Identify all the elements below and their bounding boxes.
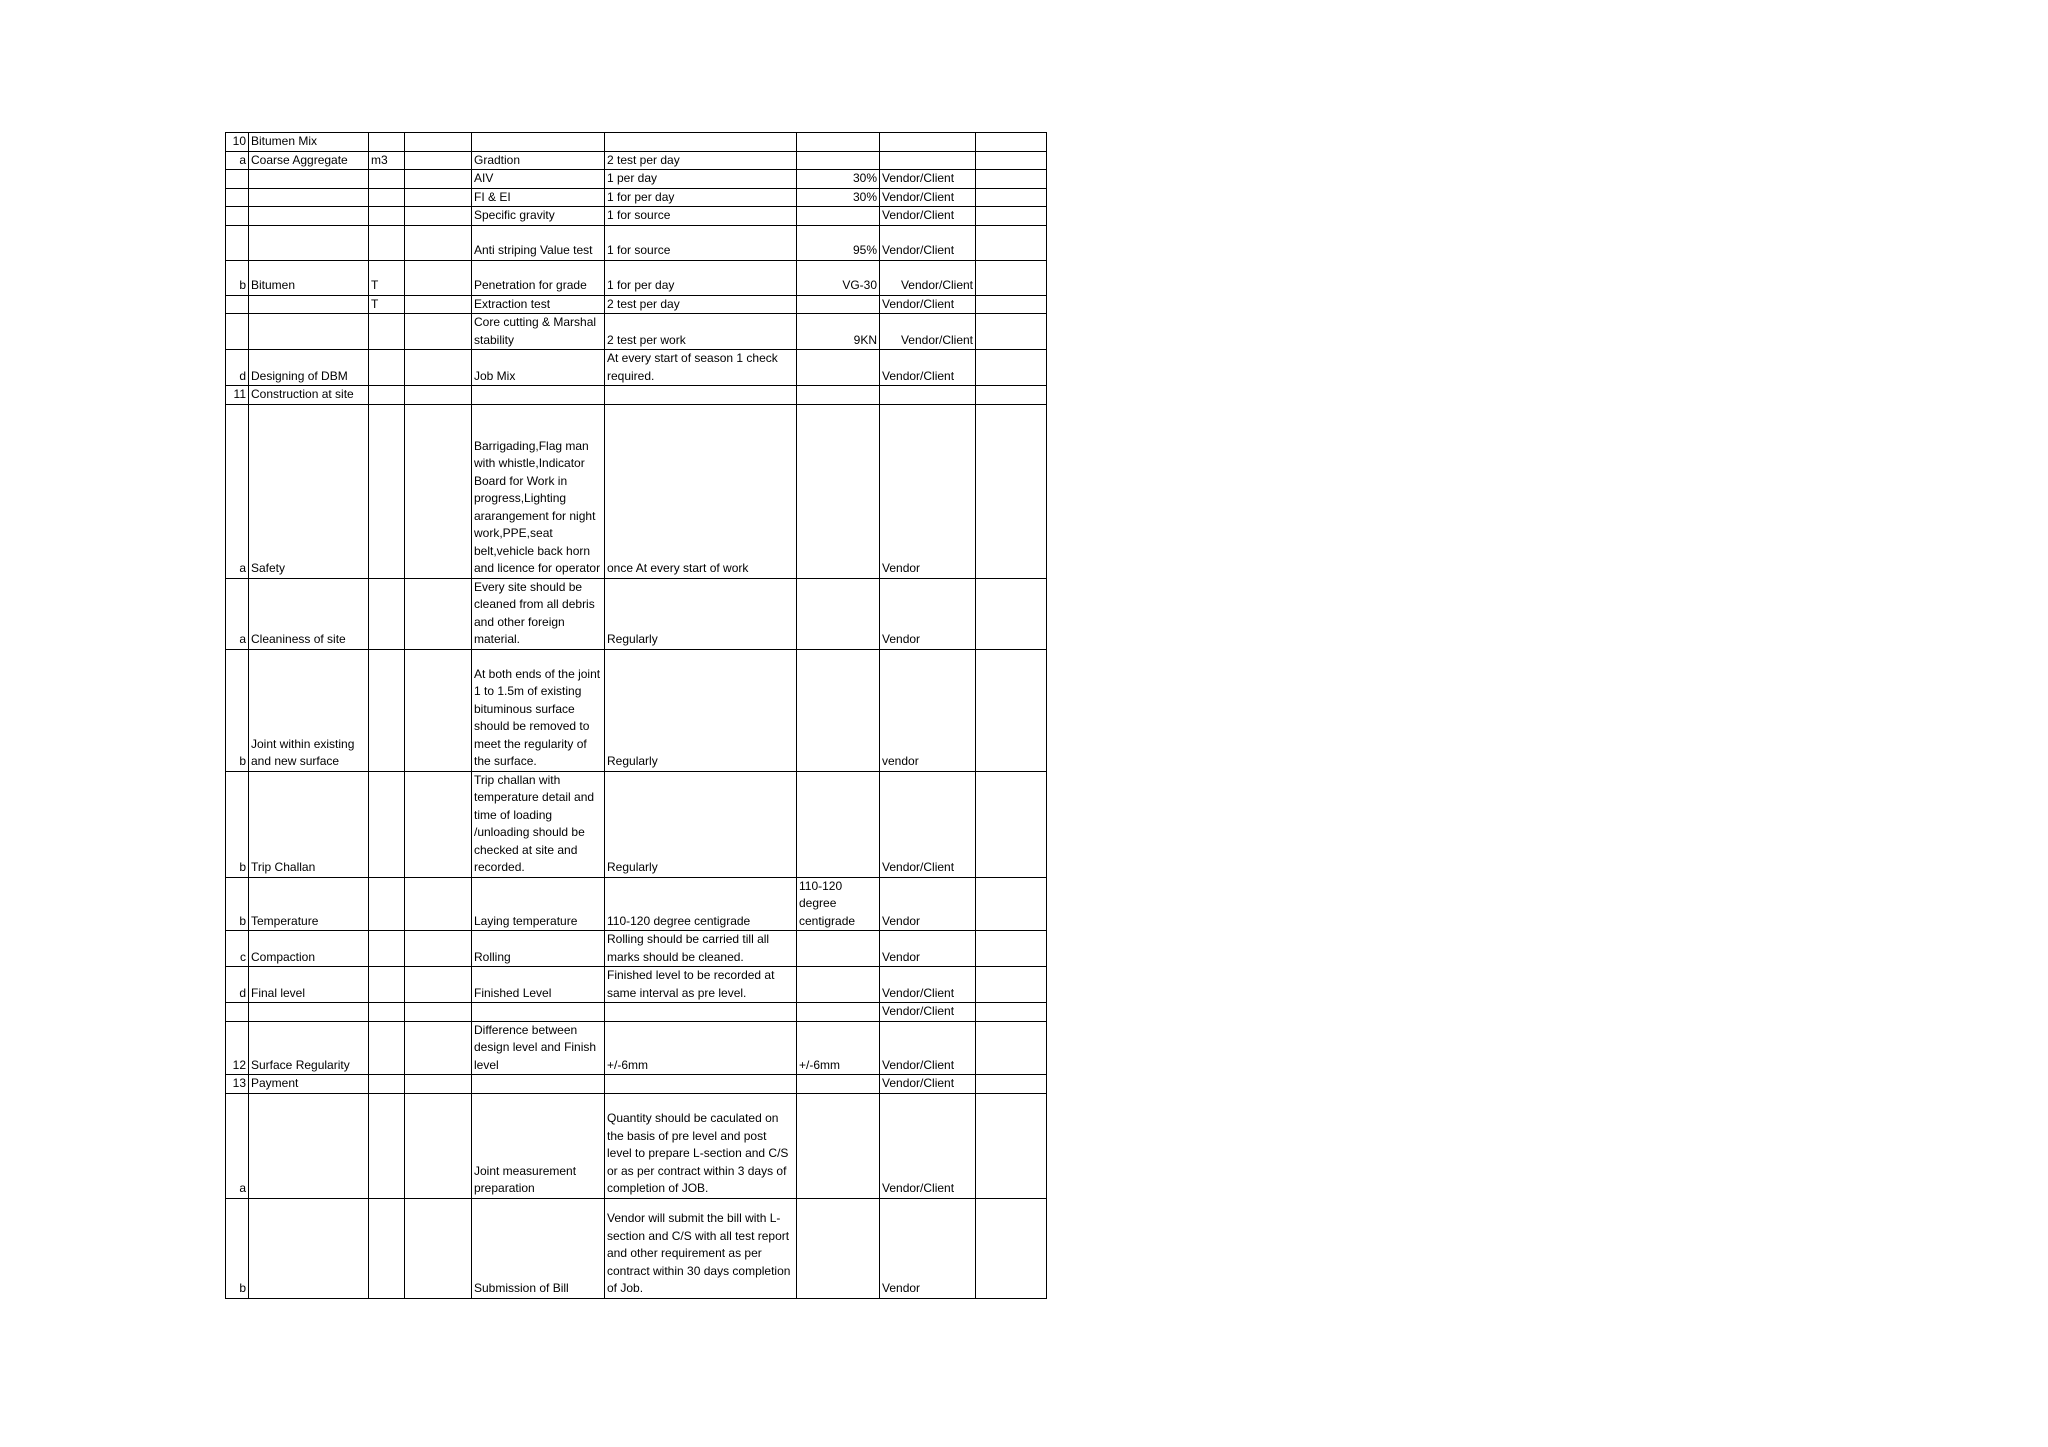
table-cell: Payment (249, 1075, 369, 1094)
table-cell (249, 295, 369, 314)
table-cell: m3 (369, 151, 405, 170)
table-cell (605, 1003, 797, 1022)
table-cell (976, 188, 1047, 207)
table-row (226, 1021, 1047, 1075)
table-cell (605, 1075, 797, 1094)
table-cell (249, 1093, 369, 1198)
table-cell (976, 225, 1047, 260)
table-cell (976, 967, 1047, 1003)
table-cell (369, 1075, 405, 1094)
table-cell: Vendor (880, 877, 976, 931)
table-cell (369, 931, 405, 967)
table-cell: T (369, 295, 405, 314)
qa-plan-table (225, 132, 1047, 1299)
table-cell (797, 1198, 880, 1298)
table-cell: Regularly (605, 771, 797, 877)
table-cell (405, 771, 472, 877)
table-cell: Vendor/Client (880, 1021, 976, 1075)
table-cell (797, 386, 880, 405)
table-cell (369, 188, 405, 207)
table-cell (976, 771, 1047, 877)
table-cell: b (226, 260, 249, 295)
table-cell (405, 225, 472, 260)
table-cell (405, 295, 472, 314)
table-cell (405, 133, 472, 152)
table-row (226, 386, 1047, 405)
table-cell: Vendor/Client (880, 967, 976, 1003)
table-cell: 2 test per day (605, 295, 797, 314)
table-cell (226, 225, 249, 260)
table-cell (369, 1093, 405, 1198)
table-cell: Bitumen (249, 260, 369, 295)
table-cell: 110-120 degree centigrade (605, 877, 797, 931)
table-cell: a (226, 404, 249, 578)
table-cell (405, 404, 472, 578)
table-cell (369, 350, 405, 386)
table-cell (976, 350, 1047, 386)
table-cell (249, 1003, 369, 1022)
table-cell: Compaction (249, 931, 369, 967)
table-cell: 30% (797, 188, 880, 207)
table-cell: +/-6mm (605, 1021, 797, 1075)
table-cell (605, 133, 797, 152)
table-cell: 1 per day (605, 170, 797, 189)
table-cell (369, 404, 405, 578)
table-cell (405, 967, 472, 1003)
table-row (226, 578, 1047, 649)
table-cell: Vendor/Client (880, 170, 976, 189)
table-cell: Laying temperature (472, 877, 605, 931)
table-cell (405, 207, 472, 226)
table-cell: Joint measurement preparation (472, 1093, 605, 1198)
table-row (226, 225, 1047, 260)
table-cell (369, 967, 405, 1003)
table-cell: Final level (249, 967, 369, 1003)
table-cell (472, 1003, 605, 1022)
table-cell (226, 207, 249, 226)
table-cell: Penetration for grade (472, 260, 605, 295)
table-cell (880, 386, 976, 405)
table-cell: Rolling (472, 931, 605, 967)
table-cell (249, 207, 369, 226)
table-cell (880, 151, 976, 170)
table-cell (369, 1198, 405, 1298)
table-cell: 30% (797, 170, 880, 189)
table-cell (405, 350, 472, 386)
table-cell (226, 170, 249, 189)
table-cell (797, 207, 880, 226)
table-cell: b (226, 649, 249, 771)
table-cell: Vendor (880, 578, 976, 649)
table-cell (226, 1003, 249, 1022)
table-cell: Trip Challan (249, 771, 369, 877)
table-cell: Finished Level (472, 967, 605, 1003)
table-cell (405, 1198, 472, 1298)
table-cell (797, 295, 880, 314)
table-cell: Surface Regularity (249, 1021, 369, 1075)
table-cell (405, 1093, 472, 1198)
table-cell: Temperature (249, 877, 369, 931)
table-cell: Every site should be cleaned from all debris and other foreign material. (472, 578, 605, 649)
table-cell (369, 578, 405, 649)
table-cell: 13 (226, 1075, 249, 1094)
table-cell: Vendor/Client (880, 295, 976, 314)
table-cell: 95% (797, 225, 880, 260)
table-cell: Safety (249, 404, 369, 578)
table-cell (369, 649, 405, 771)
table-cell: 10 (226, 133, 249, 152)
table-cell (976, 1093, 1047, 1198)
table-cell (605, 386, 797, 405)
table-cell (369, 1021, 405, 1075)
table-cell (797, 1075, 880, 1094)
table-cell (472, 1075, 605, 1094)
table-cell (976, 578, 1047, 649)
table-row (226, 1093, 1047, 1198)
table-cell: Difference between design level and Finish level (472, 1021, 605, 1075)
table-cell (405, 1075, 472, 1094)
table-cell: Anti striping Value test (472, 225, 605, 260)
table-cell: once At every start of work (605, 404, 797, 578)
table-cell: Vendor/Client (880, 1003, 976, 1022)
table-cell: vendor (880, 649, 976, 771)
table-cell: VG-30 (797, 260, 880, 295)
table-cell: Job Mix (472, 350, 605, 386)
table-cell (976, 151, 1047, 170)
table-cell: Designing of DBM (249, 350, 369, 386)
table-row (226, 1198, 1047, 1298)
table-cell: 1 for per day (605, 188, 797, 207)
table-cell: Regularly (605, 578, 797, 649)
table-row (226, 350, 1047, 386)
table-cell: Construction at site (249, 386, 369, 405)
table-cell (976, 386, 1047, 405)
table-cell (976, 877, 1047, 931)
table-cell: Vendor/Client (880, 188, 976, 207)
table-cell: Bitumen Mix (249, 133, 369, 152)
table-cell: +/-6mm (797, 1021, 880, 1075)
table-cell: 9KN (797, 314, 880, 350)
table-cell (797, 151, 880, 170)
table-cell: d (226, 967, 249, 1003)
table-row (226, 771, 1047, 877)
table-cell (797, 649, 880, 771)
table-cell: a (226, 1093, 249, 1198)
table-cell: Submission of Bill (472, 1198, 605, 1298)
table-cell: Rolling should be carried till all marks should be cleaned. (605, 931, 797, 967)
table-cell (405, 877, 472, 931)
table-cell (797, 1003, 880, 1022)
table-cell: Finished level to be recorded at same interval as pre level. (605, 967, 797, 1003)
table-cell: 2 test per day (605, 151, 797, 170)
table-cell: 2 test per work (605, 314, 797, 350)
table-cell: Quantity should be caculated on the basis of pre level and post level to prepare L-section and C/S or as per contract within 3 days of completion of JOB. (605, 1093, 797, 1198)
table-cell: b (226, 877, 249, 931)
table-cell: Coarse Aggregate (249, 151, 369, 170)
table-cell (369, 386, 405, 405)
table-cell: Vendor/Client (880, 350, 976, 386)
table-row (226, 207, 1047, 226)
table-cell (369, 133, 405, 152)
table-cell (797, 1093, 880, 1198)
table-cell: Gradtion (472, 151, 605, 170)
table-cell (405, 1021, 472, 1075)
table-cell (369, 225, 405, 260)
table-cell (369, 170, 405, 189)
table-cell (405, 649, 472, 771)
table-cell: 11 (226, 386, 249, 405)
table-cell (797, 133, 880, 152)
table-cell: a (226, 151, 249, 170)
table-row (226, 170, 1047, 189)
table-row (226, 1003, 1047, 1022)
table-cell (249, 225, 369, 260)
table-cell (976, 314, 1047, 350)
table-cell: FI & EI (472, 188, 605, 207)
table-cell: Specific gravity (472, 207, 605, 226)
table-cell (797, 771, 880, 877)
table-cell (797, 578, 880, 649)
table-cell (976, 1075, 1047, 1094)
table-cell: Vendor will submit the bill with L-section and C/S with all test report and other requirement as per contract within 30 days completion of Job. (605, 1198, 797, 1298)
table-cell: 1 for per day (605, 260, 797, 295)
table-cell: 1 for source (605, 207, 797, 226)
table-cell: Vendor/Client (880, 771, 976, 877)
table-cell: Vendor (880, 931, 976, 967)
table-row (226, 931, 1047, 967)
table-cell (976, 260, 1047, 295)
table-cell: Core cutting & Marshal stability (472, 314, 605, 350)
table-cell (369, 877, 405, 931)
table-cell (369, 314, 405, 350)
table-cell: At both ends of the joint 1 to 1.5m of existing bituminous surface should be removed to meet the regularity of the surface. (472, 649, 605, 771)
table-cell: Vendor/Client (880, 225, 976, 260)
table-cell: Barrigading,Flag man with whistle,Indicator Board for Work in progress,Lighting ararangement for night work,PPE,seat belt,vehicle back horn and licence for operator (472, 404, 605, 578)
table-cell: b (226, 1198, 249, 1298)
table-cell (976, 295, 1047, 314)
table-cell (976, 1003, 1047, 1022)
table-row (226, 1075, 1047, 1094)
table-cell: Vendor/Client (880, 314, 976, 350)
table-cell (249, 188, 369, 207)
table-cell (797, 404, 880, 578)
table-cell (405, 260, 472, 295)
table-cell: Cleaniness of site (249, 578, 369, 649)
table-cell (405, 386, 472, 405)
table-cell: 1 for source (605, 225, 797, 260)
table-cell: Vendor (880, 1198, 976, 1298)
table-cell (797, 931, 880, 967)
table-cell (249, 314, 369, 350)
table-cell: Vendor/Client (880, 260, 976, 295)
table-cell (226, 188, 249, 207)
table-cell (405, 170, 472, 189)
table-cell (369, 771, 405, 877)
table-row (226, 877, 1047, 931)
table-cell (226, 314, 249, 350)
table-cell (472, 133, 605, 152)
table-cell (976, 404, 1047, 578)
table-cell: Vendor/Client (880, 1093, 976, 1198)
table-row (226, 404, 1047, 578)
table-cell: Vendor/Client (880, 1075, 976, 1094)
table-cell: T (369, 260, 405, 295)
table-cell (976, 170, 1047, 189)
table-cell: a (226, 578, 249, 649)
table-cell: b (226, 771, 249, 877)
table-row (226, 133, 1047, 152)
table-cell (976, 133, 1047, 152)
table-cell: Regularly (605, 649, 797, 771)
table-cell: Vendor (880, 404, 976, 578)
table-cell (369, 207, 405, 226)
table-cell: At every start of season 1 check required. (605, 350, 797, 386)
table-row (226, 649, 1047, 771)
table-cell (880, 133, 976, 152)
table-cell (405, 1003, 472, 1022)
table-cell: d (226, 350, 249, 386)
table-cell (405, 578, 472, 649)
table-cell (472, 386, 605, 405)
table-cell: Extraction test (472, 295, 605, 314)
table-cell (405, 931, 472, 967)
table-cell: AIV (472, 170, 605, 189)
table-row (226, 151, 1047, 170)
table-cell: c (226, 931, 249, 967)
table-cell: 110-120 degree centigrade (797, 877, 880, 931)
table-cell (976, 207, 1047, 226)
table-cell (405, 314, 472, 350)
table-cell (369, 1003, 405, 1022)
table-cell (976, 931, 1047, 967)
table-row (226, 967, 1047, 1003)
table-cell: 12 (226, 1021, 249, 1075)
table-cell (405, 151, 472, 170)
table-cell: Joint within existing and new surface (249, 649, 369, 771)
table-cell (976, 649, 1047, 771)
table-row (226, 314, 1047, 350)
table-cell (797, 967, 880, 1003)
table-cell (976, 1198, 1047, 1298)
table-cell: Vendor/Client (880, 207, 976, 226)
table-cell: Trip challan with temperature detail and time of loading /unloading should be checked at site and recorded. (472, 771, 605, 877)
table-cell (405, 188, 472, 207)
table-row (226, 260, 1047, 295)
table-cell (249, 170, 369, 189)
table-cell (249, 1198, 369, 1298)
table-cell (226, 295, 249, 314)
table-cell (797, 350, 880, 386)
table-row (226, 188, 1047, 207)
table-row (226, 295, 1047, 314)
table-cell (976, 1021, 1047, 1075)
